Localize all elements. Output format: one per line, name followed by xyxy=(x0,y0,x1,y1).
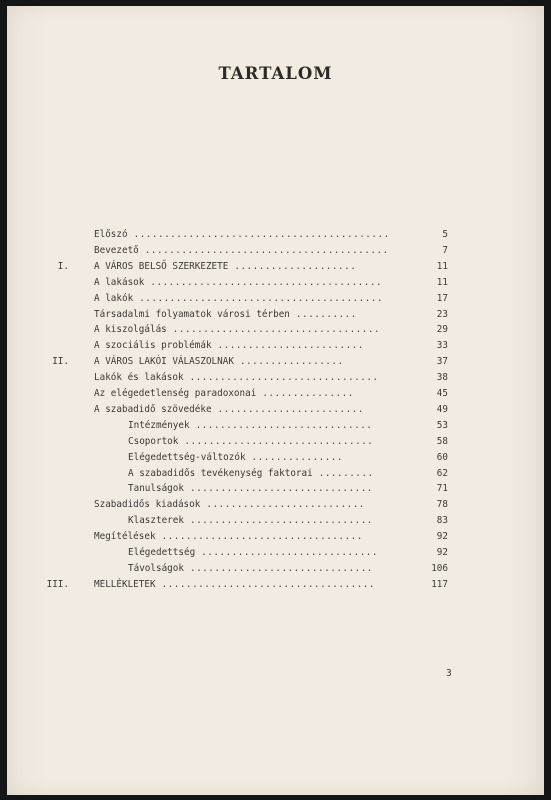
toc-entry-page: 23 xyxy=(436,308,448,320)
toc-entry-label: Klaszterek xyxy=(128,515,184,527)
toc-entry-page: 117 xyxy=(431,578,448,590)
toc-entry-page: 83 xyxy=(436,515,448,527)
toc-entry-label: Előszó xyxy=(94,229,128,240)
toc-entry xyxy=(7,436,544,452)
toc-entry-label: Elégedettség xyxy=(128,547,196,558)
toc-entry-leader-dots: .................................. xyxy=(172,324,381,336)
toc-entry-label: MELLÉKLETEK xyxy=(94,578,156,590)
toc-entry-label: Megítélések xyxy=(94,531,156,543)
toc-entry xyxy=(7,309,544,325)
toc-entry-page: 60 xyxy=(436,451,448,463)
toc-entry xyxy=(7,261,544,277)
toc-entry-page: 11 xyxy=(436,276,448,288)
toc-entry xyxy=(7,293,544,309)
toc-entry-leader-dots: ...................................... xyxy=(150,276,383,288)
toc-entry-leader-dots: ......... xyxy=(318,467,374,479)
toc-entry-leader-dots: ............... xyxy=(262,388,354,399)
toc-entry-leader-dots: ............................. xyxy=(201,547,378,558)
toc-entry-page: 33 xyxy=(436,340,448,352)
toc-entry xyxy=(7,277,544,293)
toc-entry-label: A szabadidős tevékenység faktorai xyxy=(128,467,313,479)
toc-entry-label: A szabadidő szövedéke xyxy=(94,403,212,415)
toc-entry-leader-dots: .......... xyxy=(295,308,357,320)
toc-entry-label: A szociális problémák xyxy=(94,340,212,352)
toc-entry-label: Elégedettség-változók xyxy=(128,451,246,463)
toc-entry-leader-dots: .................... xyxy=(234,260,357,272)
toc-entry-leader-dots: ............... xyxy=(251,451,344,463)
toc-entry-page: 106 xyxy=(431,562,448,574)
toc-entry-leader-dots: ........................ xyxy=(217,340,364,352)
toc-entry-label: Tanulságok xyxy=(128,483,184,495)
book-page xyxy=(7,6,544,795)
toc-entry-number: III. xyxy=(46,578,69,590)
toc-entry-page: 62 xyxy=(436,467,448,479)
toc-entry-page: 71 xyxy=(436,483,448,495)
toc-entry-label: Bevezető xyxy=(94,244,139,256)
toc-entry-leader-dots: ................. xyxy=(239,356,344,368)
toc-entry-page: 49 xyxy=(436,403,448,415)
toc-entry xyxy=(7,515,544,531)
toc-entry xyxy=(7,229,544,245)
toc-entry xyxy=(7,356,544,372)
toc-entry-page: 92 xyxy=(436,531,448,543)
toc-entry-page: 58 xyxy=(436,435,448,447)
toc-entry-page: 53 xyxy=(436,419,448,431)
toc-entry-leader-dots: ........................................ xyxy=(139,292,384,304)
toc-entry-label: Lakók és lakások xyxy=(94,372,184,384)
toc-entry-label: Az elégedetlenség paradoxonai xyxy=(94,388,257,399)
toc-entry-page: 7 xyxy=(442,244,448,256)
toc-entry-leader-dots: ............................... xyxy=(189,372,379,384)
toc-entry-page: 92 xyxy=(436,547,448,558)
toc-entry-page: 17 xyxy=(436,292,448,304)
toc-entry xyxy=(7,547,544,563)
toc-entry-label: Csoportok xyxy=(128,435,179,447)
toc-entry-leader-dots: ........................................ xyxy=(144,244,389,256)
page-number: 3 xyxy=(446,668,452,679)
toc-entry-page: 37 xyxy=(436,356,448,368)
toc-entry-leader-dots: .............................. xyxy=(189,562,373,574)
toc-entry-number: II. xyxy=(52,356,69,368)
toc-entry xyxy=(7,531,544,547)
toc-entry-page: 78 xyxy=(436,499,448,511)
toc-entry xyxy=(7,452,544,468)
toc-entry xyxy=(7,245,544,261)
toc-entry-leader-dots: .......................................... xyxy=(133,229,390,240)
toc-entry-page: 38 xyxy=(436,372,448,384)
toc-entry-leader-dots: ............................. xyxy=(195,419,373,431)
toc-entry-label: A VÁROS LAKÓI VÁLASZOLNAK xyxy=(94,356,234,368)
toc-entry-page: 5 xyxy=(442,229,448,240)
toc-entry-leader-dots: .............................. xyxy=(189,483,373,495)
toc-entry xyxy=(7,563,544,579)
toc-entry xyxy=(7,404,544,420)
toc-entry-label: A VÁROS BELSŐ SZERKEZETE xyxy=(94,260,229,272)
toc-entry xyxy=(7,420,544,436)
toc-entry xyxy=(7,324,544,340)
toc-entry-page: 11 xyxy=(436,260,448,272)
toc-entry-label: A kiszolgálás xyxy=(94,324,167,336)
toc-entry-leader-dots: .............................. xyxy=(189,515,373,527)
toc-entry-leader-dots: ................................. xyxy=(161,531,363,543)
toc-entry xyxy=(7,388,544,404)
toc-entry-label: A lakók xyxy=(94,292,134,304)
toc-entry-label: A lakások xyxy=(94,276,145,288)
toc-entry-leader-dots: ............................... xyxy=(184,435,374,447)
toc-entry-leader-dots: ................................... xyxy=(161,578,375,590)
toc-entry xyxy=(7,468,544,484)
toc-entry xyxy=(7,499,544,515)
toc-entry xyxy=(7,579,544,595)
toc-entry-leader-dots: ........................ xyxy=(217,403,364,415)
toc-entry-number: I. xyxy=(57,260,69,272)
toc-entry xyxy=(7,340,544,356)
toc-entry-page: 45 xyxy=(436,388,448,399)
page-title: TARTALOM xyxy=(218,64,333,83)
toc-entry-leader-dots: .......................... xyxy=(206,499,365,511)
toc-entry xyxy=(7,372,544,388)
toc-entry-label: Társadalmi folyamatok városi térben xyxy=(94,308,290,320)
toc-entry-label: Távolságok xyxy=(128,562,184,574)
toc-entry-page: 29 xyxy=(436,324,448,336)
toc-entry-label: Intézmények xyxy=(128,419,190,431)
toc-entry xyxy=(7,483,544,499)
toc-entry-label: Szabadidős kiadások xyxy=(94,499,201,511)
